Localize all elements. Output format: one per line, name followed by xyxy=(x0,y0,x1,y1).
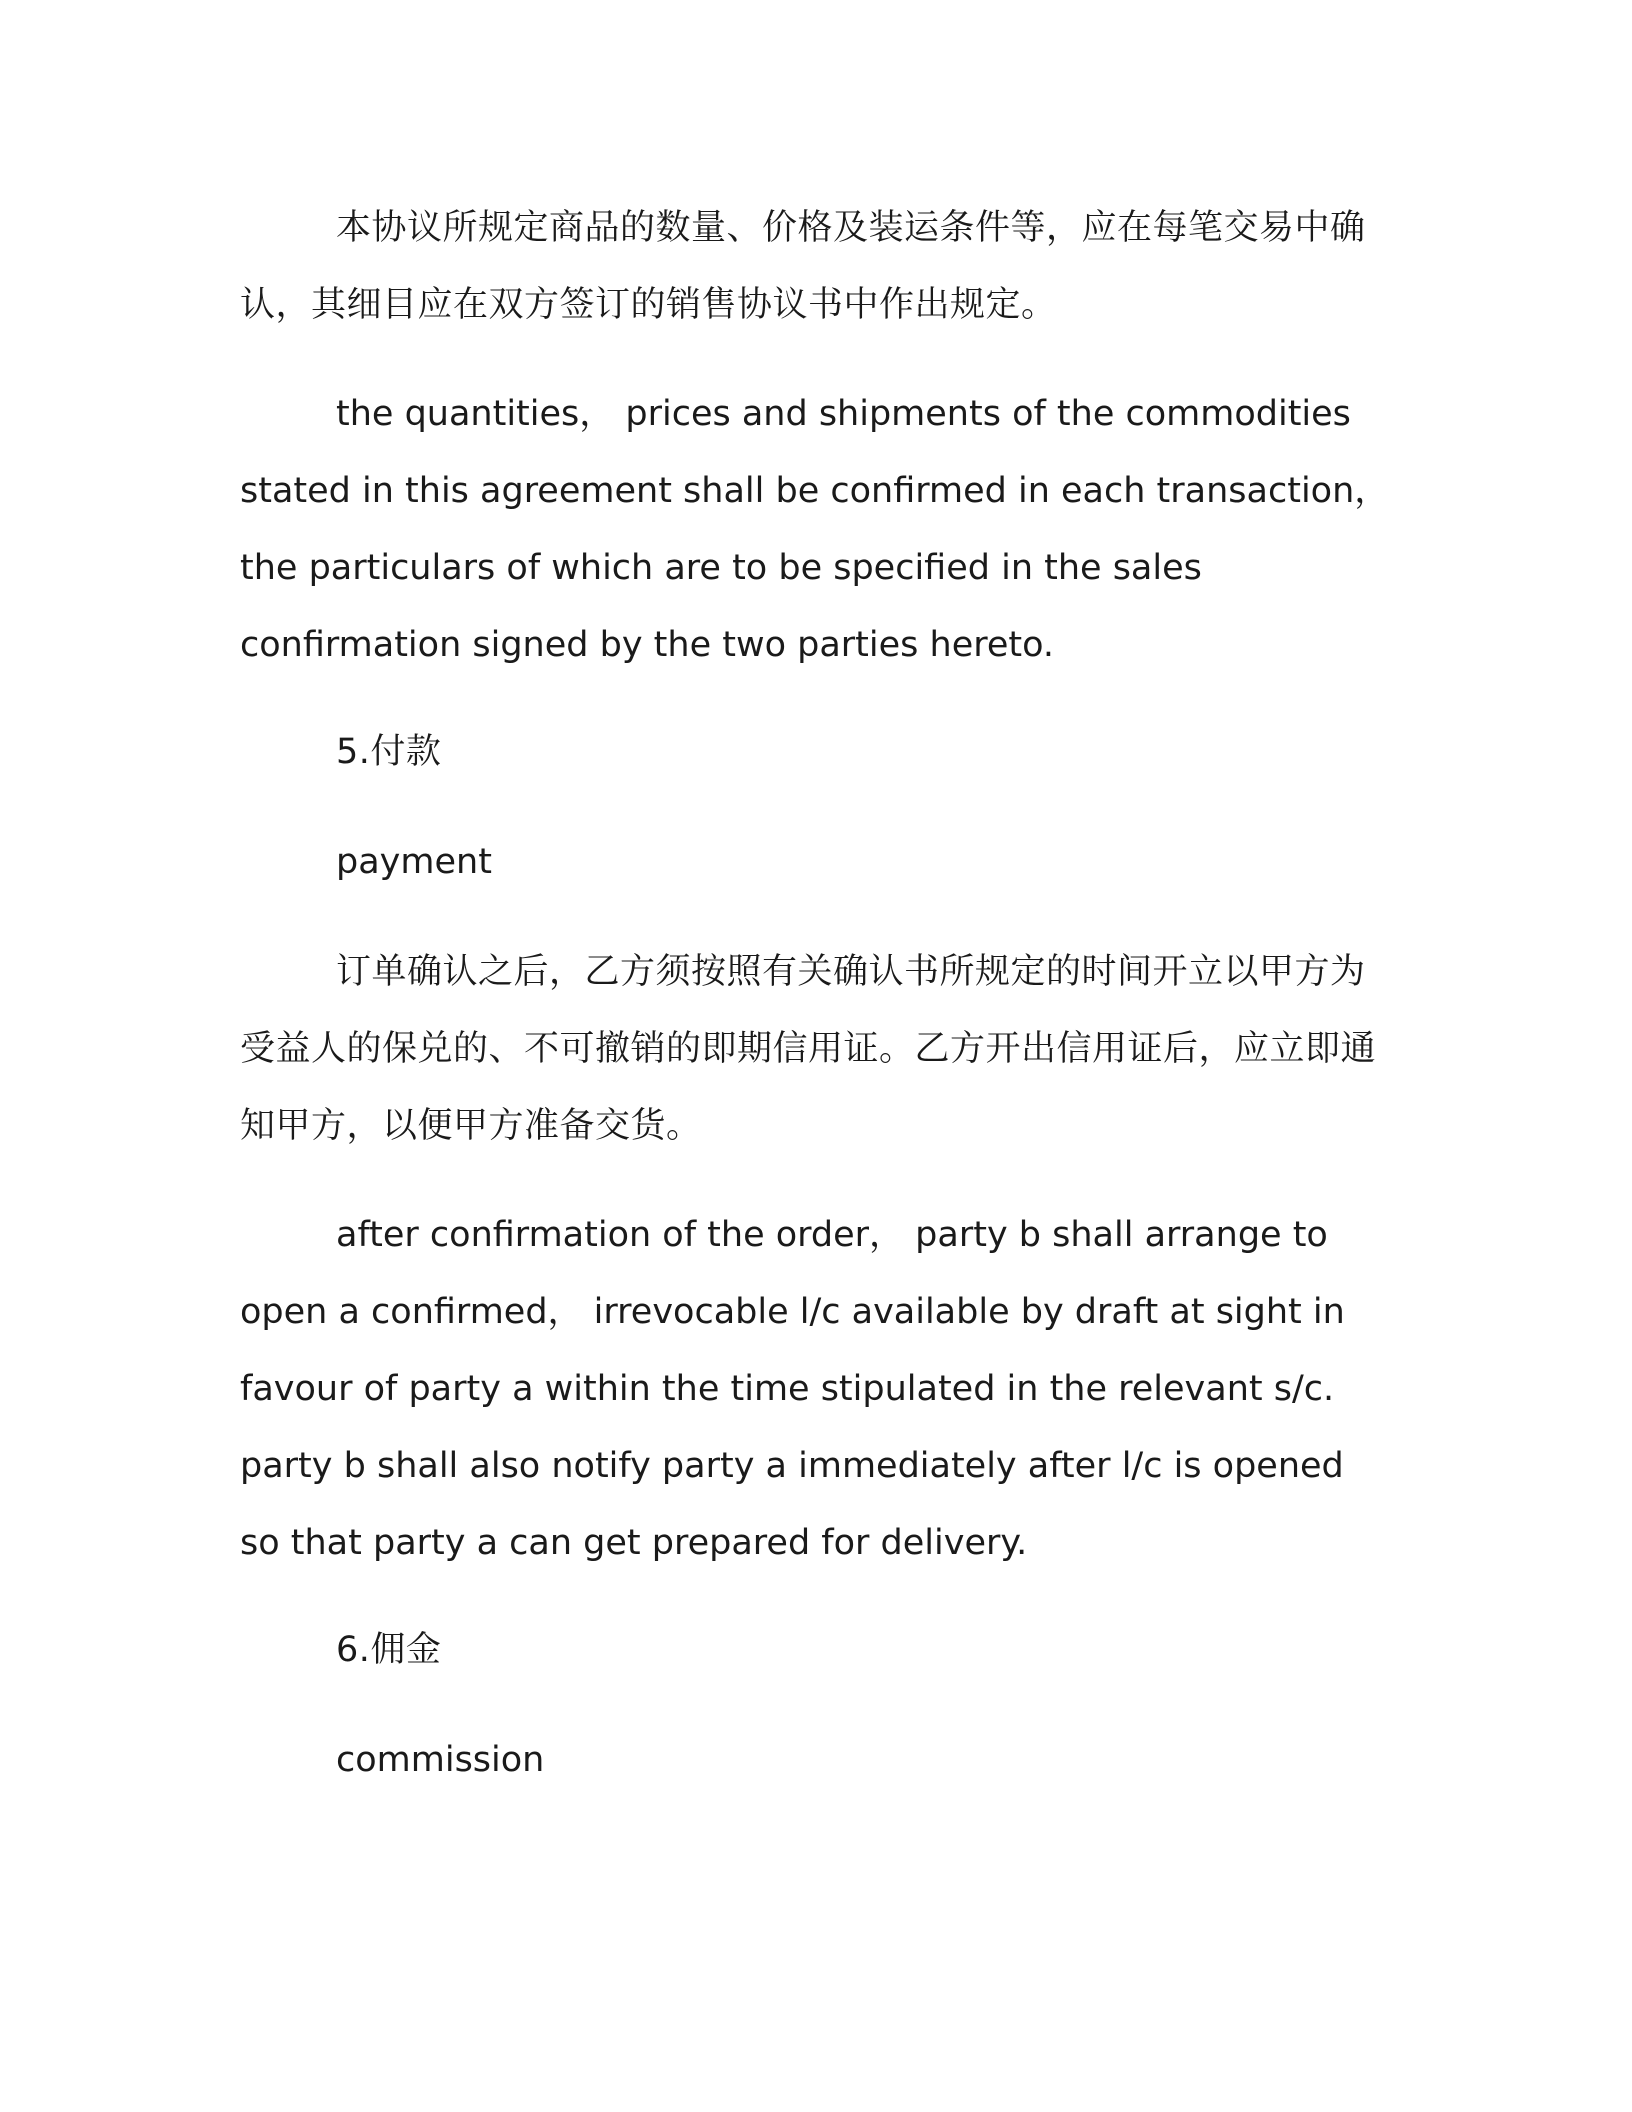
document-body xyxy=(240,190,1390,1799)
paragraph-payment-zh: 订单确认之后，乙方须按照有关确认书所规定的时间开立以甲方为受益人的保兑的、不可撤销的即期信用证。乙方开出信用证后，应立即通知甲方，以便甲方准备交货。 xyxy=(240,952,1377,1146)
section-heading-commission-en: commission xyxy=(336,1740,545,1780)
section-heading-commission-zh: 6.佣金 xyxy=(336,1630,442,1670)
paragraph-quantity-price-zh: 本协议所规定商品的数量、价格及装运条件等，应在每笔交易中确认，其细目应在双方签订的销售协议书中作出规定。 xyxy=(240,208,1366,325)
paragraph-payment-en: after confirmation of the order， party b shall arrange to open a confirmed， irrevocable l/c available by draft at sight in favour of party a within the time stipulated in the relevant s/c. party b shall also notify party a immediately after l/c is opened so that party a can get prepared for delivery. xyxy=(240,1215,1345,1563)
section-heading-payment-zh: 5.付款 xyxy=(336,732,442,772)
section-heading-payment-en: payment xyxy=(336,842,492,882)
paragraph-quantity-price-en: the quantities， prices and shipments of the commodities stated in this agreement shall be confirmed in each transaction，the particulars of which are to be specified in the sales confirmation signed by the two parties hereto. xyxy=(240,394,1390,665)
